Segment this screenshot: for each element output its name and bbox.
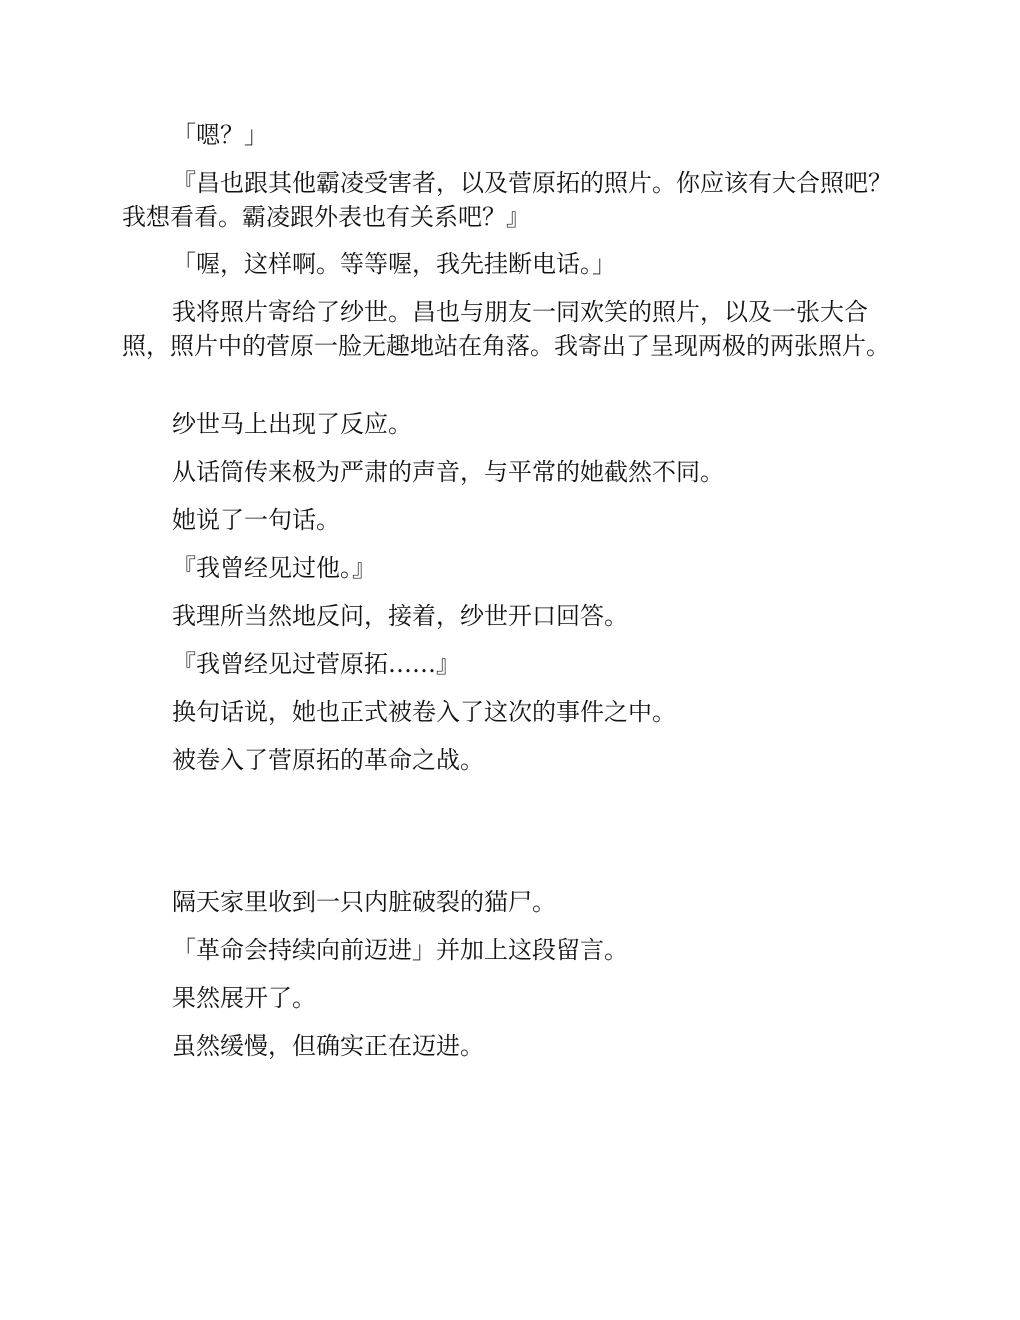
paragraph-12: 被卷入了菅原拓的革命之战。: [172, 746, 484, 774]
paragraph-1: 「嗯？」: [172, 121, 268, 149]
paragraph-6: 从话筒传来极为严肃的声音，与平常的她截然不同。: [172, 458, 724, 486]
paragraph-13: 隔天家里收到一只内脏破裂的猫尸。: [172, 888, 556, 916]
paragraph-4: 我将照片寄给了纱世。昌也与朋友一同欢笑的照片，以及一张大合照，照片中的菅原一脸无趣地站在角落。我寄出了呈现两极的两张照片。: [122, 298, 890, 360]
paragraph-9: 我理所当然地反问，接着，纱世开口回答。: [172, 602, 628, 630]
paragraph-8: 『我曾经见过他。』: [172, 554, 376, 582]
paragraph-2: 『昌也跟其他霸凌受害者，以及菅原拓的照片。你应该有大合照吧？我想看看。霸凌跟外表也有关系吧？』: [122, 169, 892, 231]
paragraph-3: 「喔，这样啊。等等喔，我先挂断电话。」: [172, 250, 616, 278]
paragraph-15: 果然展开了。: [172, 984, 316, 1012]
paragraph-11: 换句话说，她也正式被卷入了这次的事件之中。: [172, 698, 676, 726]
paragraph-10: 『我曾经见过菅原拓……』: [172, 650, 460, 678]
paragraph-16: 虽然缓慢，但确实正在迈进。: [172, 1032, 484, 1060]
paragraph-14: 「革命会持续向前迈进」并加上这段留言。: [172, 936, 628, 964]
paragraph-7: 她说了一句话。: [172, 506, 340, 534]
paragraph-5: 纱世马上出现了反应。: [172, 410, 412, 438]
